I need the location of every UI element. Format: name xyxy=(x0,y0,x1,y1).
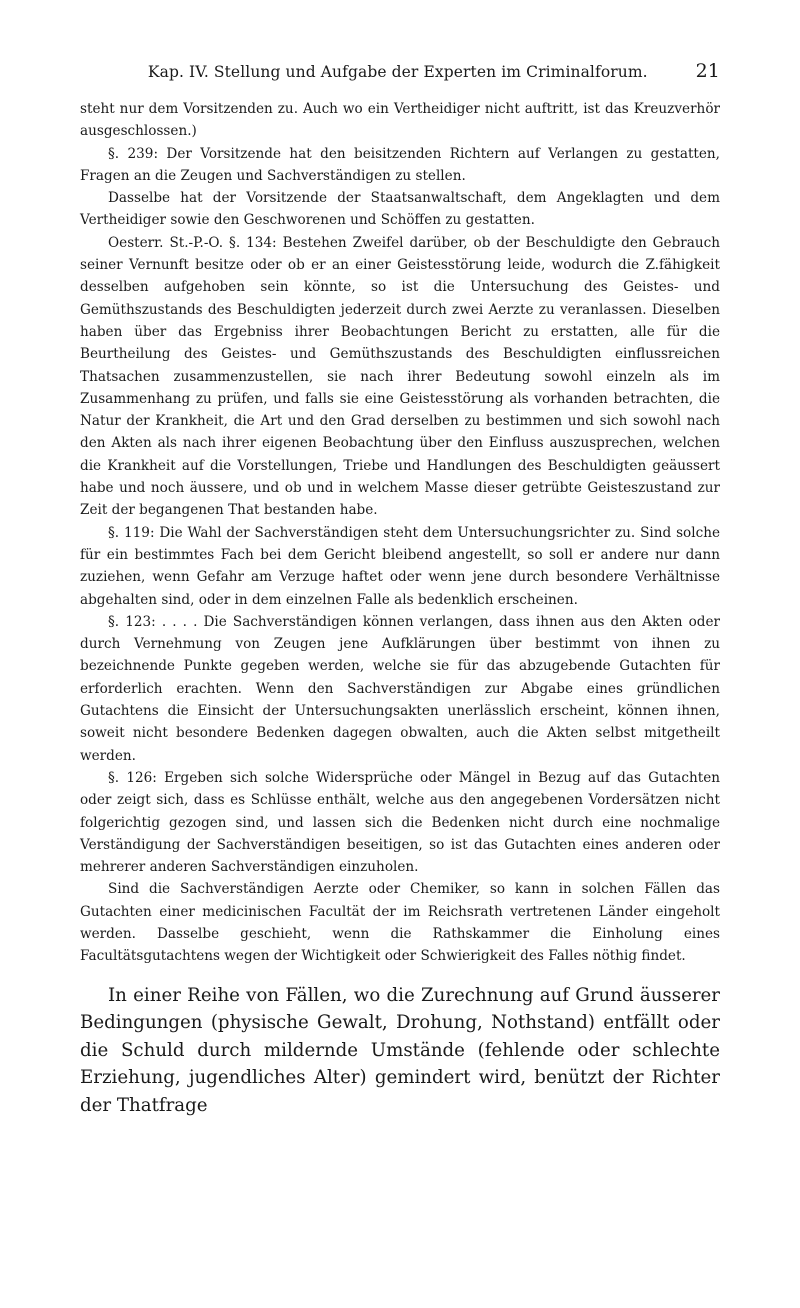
paragraph-prosecution: Dasselbe hat der Vorsitzende der Staatsanwaltschaft, dem Angeklagten und dem Vertheidiger sowie den Geschworenen und Schöffen zu gestatten. xyxy=(80,190,720,229)
statute-excerpts xyxy=(80,98,720,968)
paragraph-section-126: §. 126: Ergeben sich solche Widersprüche oder Mängel in Bezug auf das Gutachten oder zeigt sich, dass es Schlüsse enthält, welche aus den angegebenen Vordersätzen nicht folgerichtig gezogen sind, und lassen sich die Bedenken nicht durch eine nochmalige Verständigung der Sachverständigen beseitigen, so ist das Gutachten eines anderen oder mehrerer anderen Sachverständigen einzuholen. xyxy=(80,769,720,876)
paragraph-imputability: In einer Reihe von Fällen, wo die Zurechnung auf Grund äusserer Bedingungen (physische Gewalt, Drohung, Nothstand) entfällt oder die Schuld durch mildernde Umstände (fehlende oder schlechte Erziehung, jugendliches Alter) gemindert wird, benützt der Richter der Thatfrage xyxy=(80,984,720,1116)
book-page xyxy=(80,60,720,1119)
page-number: 21 xyxy=(695,60,720,82)
paragraph-section-119: §. 119: Die Wahl der Sachverständigen steht dem Untersuchungsrichter zu. Sind solche für ein bestimmtes Fach bei dem Gericht bleibend angestellt, so soll er andere nur dann zuziehen, wenn Gefahr am Verzuge haftet oder wenn jene durch besondere Verhältnisse abgehalten sind, oder in dem einzelnen Falle als bedenklich erscheinen. xyxy=(80,524,720,608)
running-head xyxy=(80,60,720,82)
paragraph-section-123: §. 123: . . . . Die Sachverständigen können verlangen, dass ihnen aus den Akten oder durch Vernehmung von Zeugen jene Aufklärungen über bestimmt von ihnen zu bezeichnende Punkte gegeben werden, welche sie für das abzugebende Gutachten für erforderlich erachten. Wenn den Sachverständigen zur Abgabe eines gründlichen Gutachtens die Einsicht der Untersuchungsakten unerlässlich erscheint, können ihnen, soweit nicht besondere Bedenken dagegen obwalten, auch die Akten selbst mitgetheilt werden. xyxy=(80,613,720,764)
paragraph-faculty-opinion: Sind die Sachverständigen Aerzte oder Chemiker, so kann in solchen Fällen das Gutachten einer medicinischen Facultät der im Reichsrath vertretenen Länder eingeholt werden. Dasselbe geschieht, wenn die Rathskammer die Einholung eines Facultätsgutachtens wegen der Wichtigkeit oder Schwierigkeit des Falles nöthig findet. xyxy=(80,881,720,965)
main-text xyxy=(80,982,720,1120)
paragraph-section-134: Oesterr. St.-P.-O. §. 134: Bestehen Zweifel darüber, ob der Beschuldigte den Gebrauch seiner Vernunft besitze oder ob er an einer Geistesstörung leide, wodurch die Z.fähigkeit desselben aufgehoben sein könnte, so ist die Untersuchung des Geistes- und Gemüthszustands des Beschuldigten jederzeit durch zwei Aerzte zu veranlassen. Dieselben haben über das Ergebniss ihrer Beobachtungen Bericht zu erstatten, alle für die Beurtheilung des Geistes- und Gemüthszustands des Beschuldigten einflussreichen Thatsachen zusammenzustellen, sie nach ihrer Bedeutung sowohl einzeln als im Zusammenhang zu prüfen, und falls sie eine Geistesstörung als vorhanden betrachten, die Natur der Krankheit, die Art und den Grad derselben zu bestimmen und sich sowohl nach den Akten als nach ihrer eigenen Beobachtung über den Einfluss auszusprechen, welchen die Krankheit auf die Vorstellungen, Triebe und Handlungen des Beschuldigten geäussert habe und noch äussere, und ob und in welchem Masse dieser getrübte Geisteszustand zur Zeit der begangenen That bestanden habe. xyxy=(80,234,720,519)
paragraph-cross-examination: steht nur dem Vorsitzenden zu. Auch wo ein Vertheidiger nicht auftritt, ist das Kreuzverhör ausgeschlossen.) xyxy=(80,101,720,140)
paragraph-section-239: §. 239: Der Vorsitzende hat den beisitzenden Richtern auf Verlangen zu gestatten, Fragen an die Zeugen und Sachverständigen zu stellen. xyxy=(80,145,720,184)
chapter-heading: Kap. IV. Stellung und Aufgabe der Experten im Criminalforum. xyxy=(147,63,648,81)
